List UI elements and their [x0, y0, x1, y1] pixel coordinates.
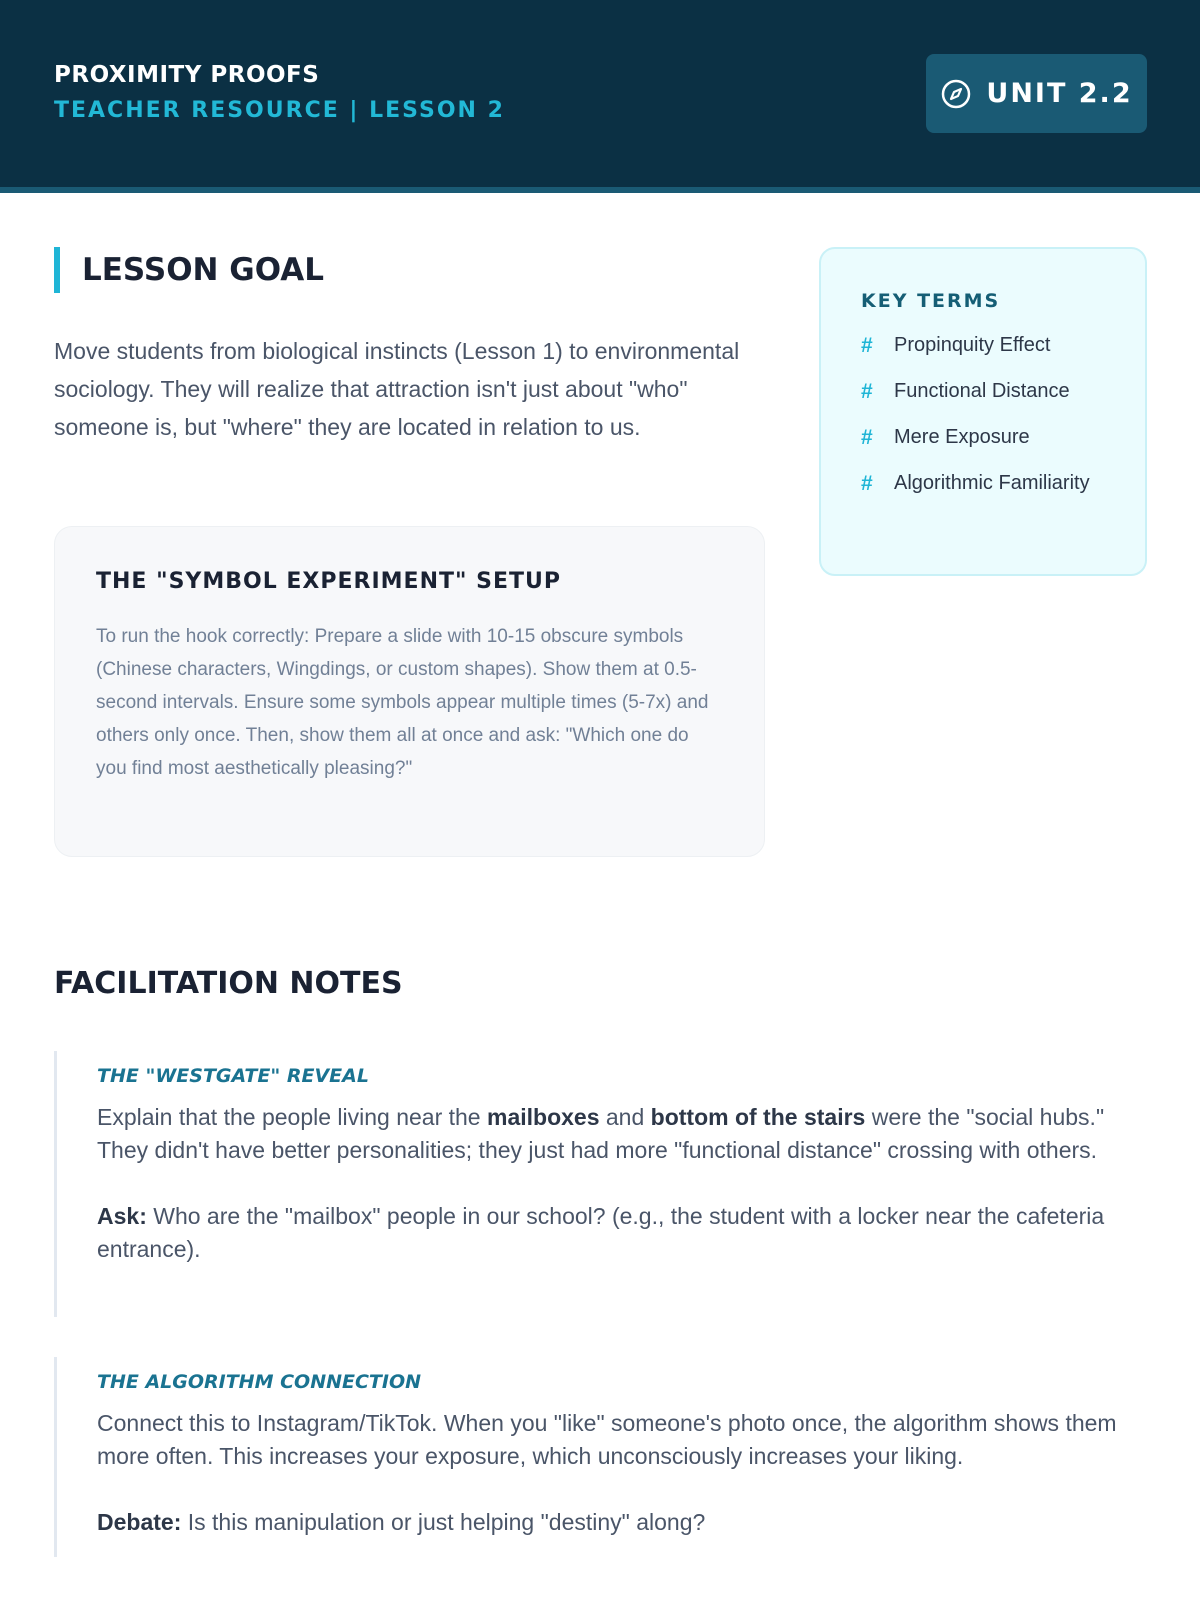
- westgate-note-paragraph: Explain that the people living near the mailboxes and bottom of the stairs were the "social hubs." They didn't have better personalities; they just had more "functional distance" crossing with others.: [97, 1104, 1105, 1163]
- page-header: [0, 0, 1200, 193]
- symbol-experiment-title: THE "SYMBOL EXPERIMENT" SETUP: [96, 569, 561, 594]
- westgate-note-title: THE "WESTGATE" REVEAL: [97, 1065, 369, 1087]
- debate-label: Debate:: [97, 1509, 182, 1535]
- ask-label: Ask:: [97, 1203, 147, 1229]
- westgate-note: [54, 1051, 1154, 1317]
- brand-subtitle: TEACHER RESOURCE | LESSON 2: [54, 98, 505, 123]
- key-term-label: Functional Distance: [894, 380, 1070, 402]
- key-terms-title: KEY TERMS: [861, 290, 1001, 312]
- hash-icon: #: [861, 426, 873, 449]
- key-term-item: [861, 424, 1125, 451]
- westgate-ask-paragraph: Ask: Who are the "mailbox" people in our school? (e.g., the student with a locker near the cafeteria entrance).: [97, 1203, 1105, 1262]
- lesson-goal-heading: LESSON GOAL: [54, 247, 324, 293]
- algorithm-debate-paragraph: Debate: Is this manipulation or just helping "destiny" along?: [97, 1509, 706, 1535]
- key-terms-card: [819, 247, 1147, 576]
- symbol-experiment-body: To run the hook correctly: Prepare a slide with 10-15 obscure symbols (Chinese characters, Wingdings, or custom shapes). Show them at 0.5-second intervals. Ensure some symbols appear multiple times (5-7x) and others only once. Then, show them all at once and ask: "Which one do you find most aesthetically pleasing?": [96, 626, 709, 779]
- emphasis-bottom-of-stairs: bottom of the stairs: [650, 1104, 866, 1130]
- unit-label: UNIT 2.2: [986, 78, 1133, 109]
- key-term-item: [861, 378, 1125, 405]
- symbol-experiment-card: [54, 526, 765, 857]
- key-term-item: [861, 470, 1125, 497]
- key-term-label: Mere Exposure: [894, 426, 1030, 448]
- algorithm-note: [54, 1357, 1154, 1557]
- hash-icon: #: [861, 380, 873, 403]
- key-term-item: [861, 332, 1125, 359]
- lesson-goal-text: Move students from biological instincts (Lesson 1) to environmental sociology. They will realize that attraction isn't just about "who" someone is, but "where" they are located in relation to us.: [54, 338, 740, 440]
- hash-icon: #: [861, 334, 873, 357]
- hash-icon: #: [861, 472, 873, 495]
- brand-title: PROXIMITY PROOFS: [54, 62, 320, 88]
- key-term-label: Algorithmic Familiarity: [894, 472, 1090, 494]
- key-term-label: Propinquity Effect: [894, 334, 1051, 356]
- algorithm-note-paragraph: Connect this to Instagram/TikTok. When you "like" someone's photo once, the algorithm shows them more often. This increases your exposure, which unconsciously increases your liking.: [97, 1410, 1117, 1469]
- facilitation-notes-heading: FACILITATION NOTES: [54, 966, 403, 1001]
- emphasis-mailboxes: mailboxes: [487, 1104, 600, 1130]
- compass-icon: [940, 78, 972, 110]
- algorithm-note-title: THE ALGORITHM CONNECTION: [97, 1371, 422, 1393]
- unit-badge: [926, 54, 1147, 133]
